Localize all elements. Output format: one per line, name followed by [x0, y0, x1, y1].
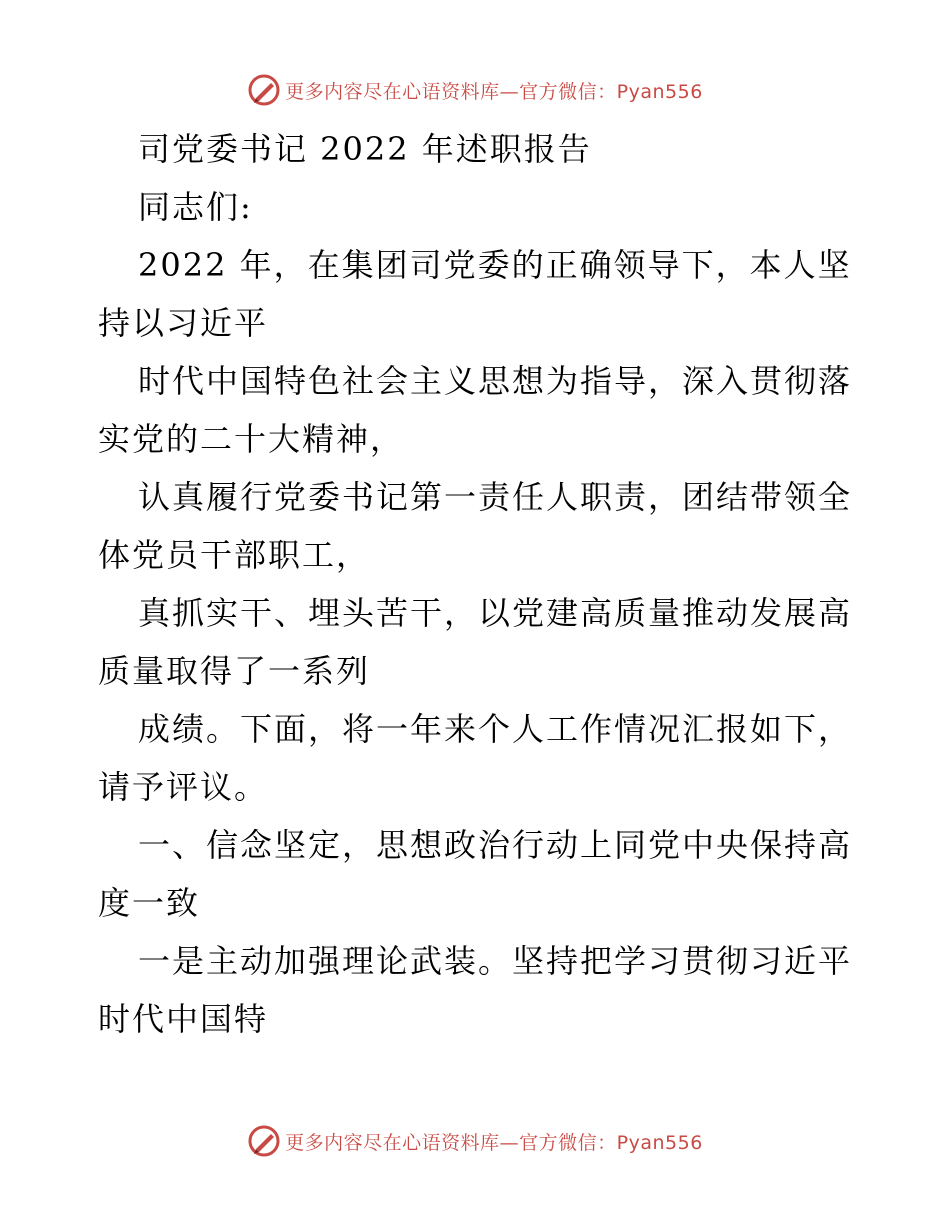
paragraph-line: 认真履行党委书记第一责任人职责，团结带领全: [138, 478, 853, 516]
section-heading-cont: 度一致: [98, 884, 201, 922]
paragraph-line: 真抓实干、埋头苦干，以党建高质量推动发展高: [138, 594, 853, 632]
banner-account: Pyan556: [616, 80, 703, 103]
paragraph-line: 请予评议。: [98, 768, 269, 806]
salutation: 同志们:: [138, 188, 253, 226]
paragraph-line: 2022 年，在集团司党委的正确领导下，本人坚: [138, 246, 852, 284]
document-title: 司党委书记 2022 年述职报告: [138, 130, 592, 168]
paragraph-line: 时代中国特: [98, 1000, 269, 1038]
header-watermark-banner: [0, 70, 950, 110]
paragraph-line: 一是主动加强理论武装。坚持把学习贯彻习近平: [138, 942, 853, 980]
banner-text: [285, 77, 703, 104]
paragraph-line: 质量取得了一系列: [98, 652, 371, 690]
paragraph-line: 实党的二十大精神，: [98, 420, 405, 458]
banner-slogan: 更多内容尽在心语资料库—官方微信：: [285, 80, 617, 103]
banner-text: [285, 1128, 703, 1155]
paragraph-line: 持以习近平: [98, 304, 269, 342]
paragraph-line: 成绩。下面，将一年来个人工作情况汇报如下，: [138, 710, 853, 748]
pen-logo-icon: [247, 73, 281, 107]
document-body: [98, 120, 858, 1048]
pen-logo-icon: [247, 1124, 281, 1158]
banner-slogan: 更多内容尽在心语资料库—官方微信：: [285, 1131, 617, 1154]
paragraph-line: 体党员干部职工，: [98, 536, 371, 574]
footer-watermark-banner: [0, 1121, 950, 1161]
banner-account: Pyan556: [616, 1131, 703, 1154]
paragraph-line: 时代中国特色社会主义思想为指导，深入贯彻落: [138, 362, 853, 400]
section-heading: 一、信念坚定，思想政治行动上同党中央保持高: [138, 826, 853, 864]
